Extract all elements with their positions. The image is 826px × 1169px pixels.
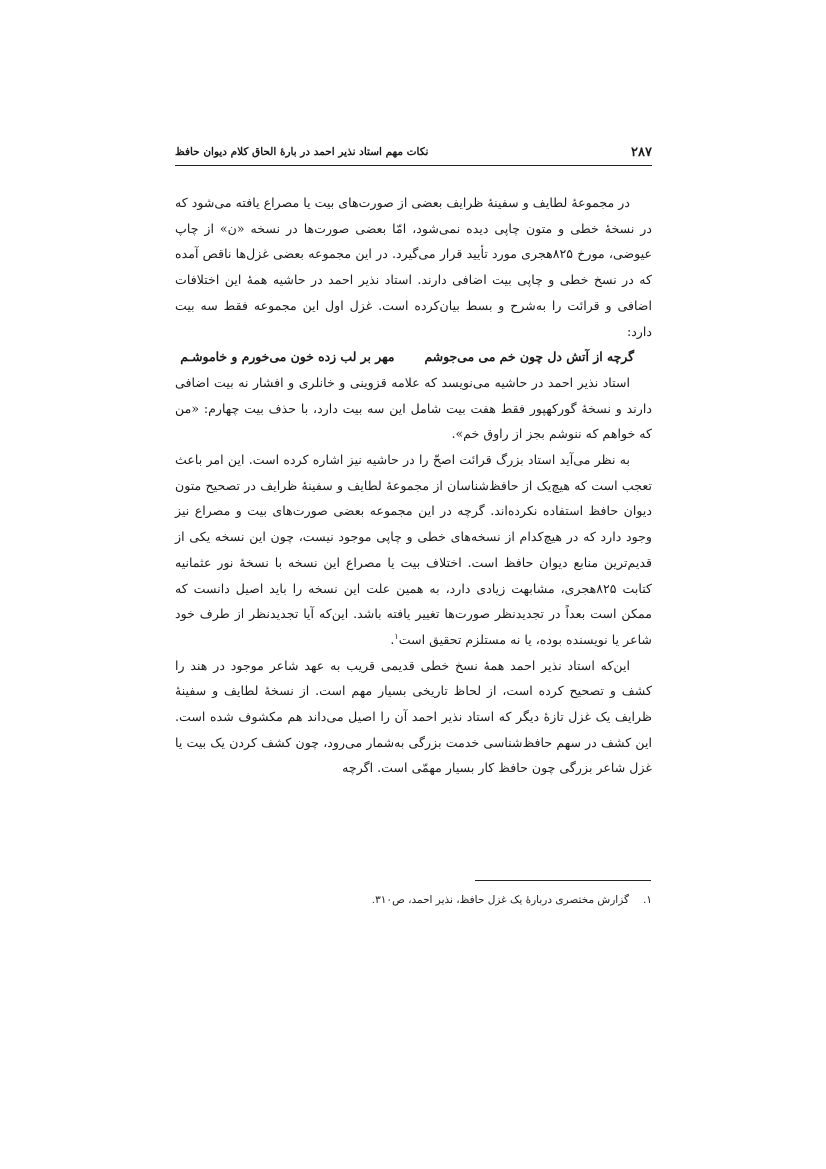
page-number: ۲۸۷: [631, 145, 652, 160]
paragraph-1: در مجموعهٔ لطایف و سفینهٔ ظرایف بعضی از صورت‌های بیت یا مصراع یافته می‌شود که در نسخهٔ خطی و متون چاپی دیده نمی‌شود، امّا بعضی صورت‌ها در نسخه «ن» از چاپ عیوضی، مورخ ۸۲۵هجری مورد تأیید قرار می‌گیرد. در این مجموعه بعضی غزل‌ها ناقص آمده که در نسخ خطی و چاپی بیت اضافی دارند. استاد نذیر احمد در حاشیه همهٔ این اختلافات اضافی و قرائت را به‌شرح و بسط بیان‌کرده است. غزل اول این مجموعه فقط سه بیت دارد:: [175, 195, 653, 339]
verse-hemistich-2: مهر بر لب زده خون می‌خورم و خاموشـم: [180, 349, 395, 365]
paragraph-2: استاد نذیر احمد در حاشیه می‌نویسد که علامه قزوینی و خانلری و افشار نه بیت اضافی دارند و نسخهٔ گورکهپور فقط هفت بیت شامل این سه بیت دارد، با حذف بیت چهارم: «من که خواهم که ننوشم بجز از راوق خم».: [175, 374, 652, 442]
page-header: [175, 143, 652, 166]
verse-line: [175, 344, 652, 370]
paragraph-3-text: به نظر می‌آید استاد بزرگ قرائت اصحّ را در حاشیه نیز اشاره کرده است. این امر باعث تعجب است که هیچ‌یک از حافظ‌شناسان از مجموعهٔ لطایف و سفینهٔ ظرایف در تصحیح متون دیوان حافظ استفاده نکرده‌اند. گرچه در این مجموعه بعضی صورت‌های بیت و مصراع نیز وجود دارد که در هیچ‌کدام از نسخه‌های خطی و چاپی موجود نیست، چون این نسخه یکی از قدیم‌ترین منابع دیوان حافظ است. اختلاف بیت یا مصراع این نسخه با نسخهٔ نور عثمانیه کتابت ۸۲۵هجری، مشابهت زیادی دارد، به همین علت این نسخه را باید اصیل دانست که ممکن است بعداً در تجدیدنظر صورت‌ها تغییر یافته باشد. این‌که آیا تجدیدنظر از طرف خود شاعر یا نویسنده بوده، یا نه مستلزم تحقیق است: [175, 452, 652, 647]
footnote-number: ۱.: [643, 894, 652, 906]
paragraph-3: [175, 447, 652, 653]
running-title: نکات مهم استاد نذیر احمد در بارهٔ الحاق کلام دیوان حافظ: [175, 146, 429, 158]
footnote-divider: [475, 880, 651, 881]
paragraph-3-end: .: [390, 631, 395, 647]
body-text: [175, 190, 652, 781]
footnote-reference[interactable]: ۱: [394, 631, 399, 641]
verse-hemistich-1: گرچه از آتش دل چون خم می می‌جوشم: [424, 349, 634, 365]
footnote: [300, 894, 652, 906]
footnote-text: گزارش مختصری دربارهٔ یک غزل حافظ، نذیر احمد، ص۳۱۰.: [371, 894, 630, 906]
paragraph-4: این‌که استاد نذیر احمد همهٔ نسخ خطی قدیمی قریب به عهد شاعر موجود در هند را کشف و تصحیح کرده است، از لحاظ تاریخی بسیار مهم است. از نسخهٔ لطایف و سفینهٔ ظرایف یک غزل تازهٔ دیگر که استاد نذیر احمد آن را اصیل می‌داند هم مکشوف شده است. این کشف در سهم حافظ‌شناسی خدمت بزرگی به‌شمار می‌رود، چون کشف کردن یک بیت یا غزل شاعر بزرگی چون حافظ کار بسیار مهمّی است. اگرچه: [175, 657, 652, 776]
